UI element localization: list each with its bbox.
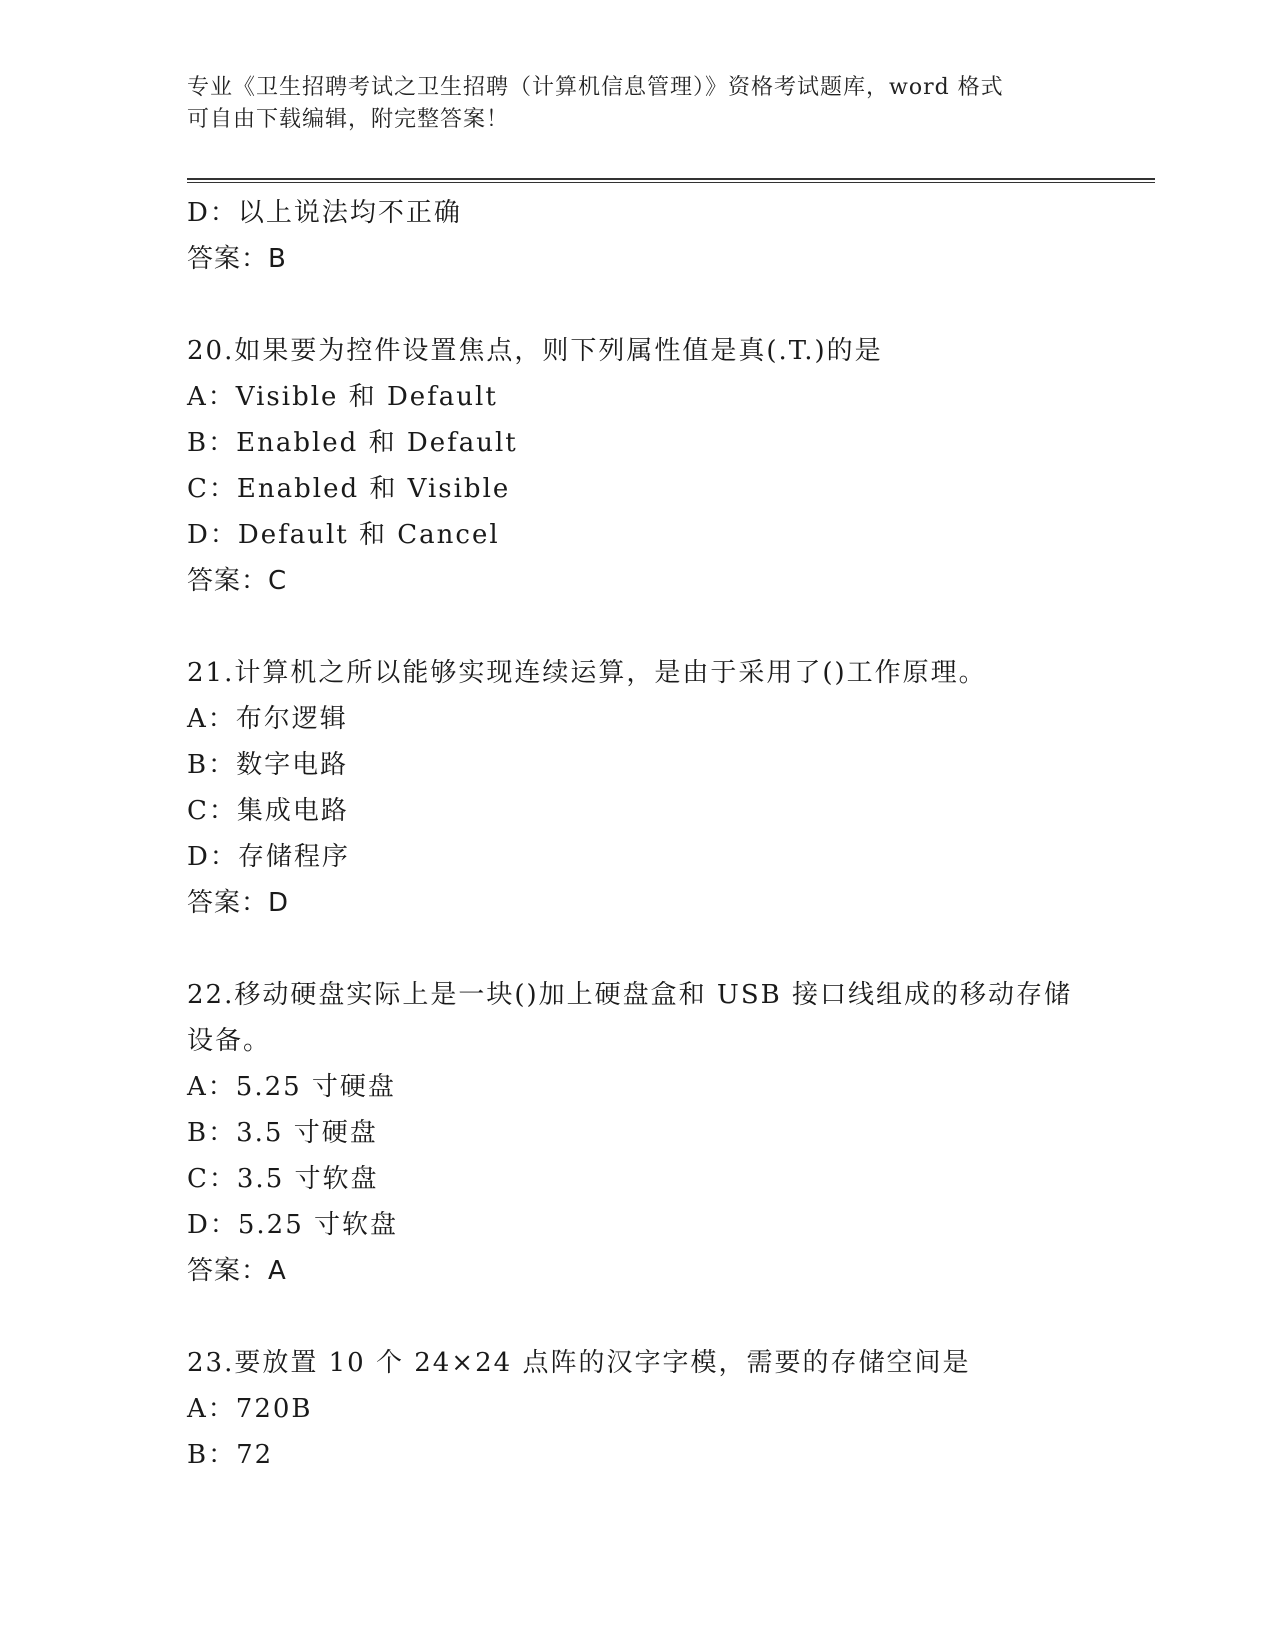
option-a: A：布尔逻辑 (187, 704, 348, 734)
question-text-line-1: 22.移动硬盘实际上是一块()加上硬盘盒和 USB 接口线组成的移动存储 (187, 980, 1072, 1010)
spacer (187, 926, 1147, 972)
option-d: D：存储程序 (187, 842, 350, 872)
header-line-2: 可自由下载编辑，附完整答案！ (187, 107, 510, 132)
option-b: B：数字电路 (187, 750, 349, 780)
question-block-23 (187, 1340, 1147, 1478)
option-b: B：3.5 寸硬盘 (187, 1118, 378, 1148)
answer-line: 答案：C (187, 566, 288, 596)
option-c: C：3.5 寸软盘 (187, 1164, 379, 1194)
question-block-20 (187, 328, 1147, 604)
spacer (187, 1294, 1147, 1340)
question-text: 21.计算机之所以能够实现连续运算，是由于采用了()工作原理。 (187, 658, 987, 688)
option-c: C：Enabled 和 Visible (187, 474, 511, 504)
option-b: B：72 (187, 1440, 274, 1470)
option-a: A：5.25 寸硬盘 (187, 1072, 396, 1102)
question-block-prev (187, 190, 1147, 282)
question-block-21 (187, 650, 1147, 926)
answer-line: 答案：D (187, 888, 290, 918)
question-list (187, 190, 1147, 1478)
spacer (187, 604, 1147, 650)
option-d: D：以上说法均不正确 (187, 198, 462, 228)
header-divider (187, 178, 1155, 183)
question-text: 23.要放置 10 个 24×24 点阵的汉字字模，需要的存储空间是 (187, 1348, 971, 1378)
option-c: C：集成电路 (187, 796, 349, 826)
question-block-22 (187, 972, 1147, 1294)
question-text-line-2: 设备。 (187, 1026, 272, 1056)
document-header (187, 72, 1087, 136)
spacer (187, 282, 1147, 328)
answer-line: 答案：B (187, 244, 287, 274)
question-text: 20.如果要为控件设置焦点，则下列属性值是真(.T.)的是 (187, 336, 883, 366)
option-a: A：Visible 和 Default (187, 382, 498, 412)
option-a: A：720B (187, 1394, 313, 1424)
header-line-1: 专业《卫生招聘考试之卫生招聘（计算机信息管理）》资格考试题库，word 格式 (187, 75, 1004, 100)
option-d: D：5.25 寸软盘 (187, 1210, 399, 1240)
option-b: B：Enabled 和 Default (187, 428, 518, 458)
answer-line: 答案：A (187, 1256, 287, 1286)
option-d: D：Default 和 Cancel (187, 520, 500, 550)
